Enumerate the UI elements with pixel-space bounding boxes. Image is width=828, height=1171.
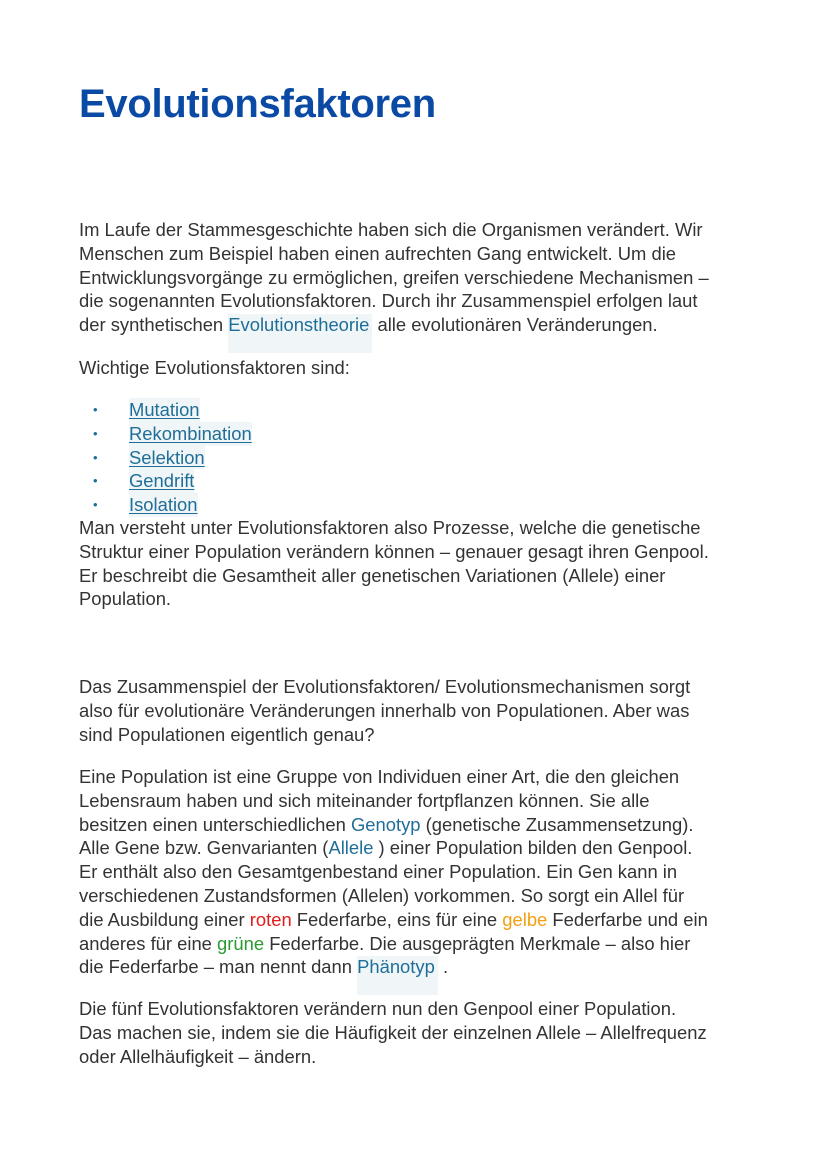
text-line: Man versteht unter Evolutionsfaktoren also Prozesse, welche die genetische [79,517,701,538]
text-segment: Federfarbe, eins für eine [291,908,503,930]
text-line [79,908,759,932]
text-segment: ) einer Population bilden den Genpool. [373,837,693,859]
text-segment: Federfarbe und ein [547,908,708,930]
text-line [79,813,759,837]
text-line: Im Laufe der Stammesgeschichte haben sich die Organismen verändert. Wir [79,219,703,240]
list-item [79,493,252,517]
text-segment: die Ausbildung einer [79,908,250,930]
link-rekombination[interactable]: Rekombination [129,422,252,444]
term-evolutionstheorie: Evolutionstheorie [228,314,372,353]
link-mutation[interactable]: Mutation [129,399,200,420]
text-segment: der synthetischen [79,314,229,336]
text-line: Die fünf Evolutionsfaktoren verändern nun den Genpool einer Population. [79,998,677,1019]
term-genotyp: Genotyp [350,813,421,835]
factor-list [79,398,252,517]
list-item [79,469,252,493]
text-line: verschiedenen Zustandsformen (Allelen) vorkommen. So sorgt ein Allel für [79,884,685,906]
text-segment: (genetische Zusammensetzung). [420,813,694,835]
list-intro: Wichtige Evolutionsfaktoren sind: [79,357,350,378]
text-line [79,932,759,956]
text-line [79,313,759,337]
intro-paragraph [79,218,759,337]
text-segment: Alle Gene bzw. Genvarianten ( [79,837,329,859]
list-item [79,446,252,470]
text-segment: besitzen einen unterschiedlichen [79,813,351,835]
text-line: Er beschreibt die Gesamtheit aller genetischen Variationen (Allele) einer [79,564,666,586]
population-paragraph [79,765,759,979]
text-line: Eine Population ist eine Gruppe von Individuen einer Art, die den gleichen [79,766,680,787]
text-line: Lebensraum haben und sich miteinander fortpflanzen können. Sie alle [79,789,650,811]
list-item [79,422,252,446]
text-segment: die Federfarbe – man nennt dann [79,956,358,978]
text-line: Das Zusammenspiel der Evolutionsfaktoren/ Evolutionsmechanismen sorgt [79,676,691,697]
text-line: Menschen zum Beispiel haben einen aufrechten Gang entwickelt. Um die [79,242,677,264]
bullet-icon: • [93,497,98,513]
bullet-icon: • [93,449,98,465]
text-line: Population. [79,588,172,610]
text-line: Entwicklungsvorgänge zu ermöglichen, greifen verschiedene Mechanismen – [79,266,709,288]
definition-paragraph [79,516,759,611]
interplay-paragraph [79,675,759,746]
text-line: sind Populationen eigentlich genau? [79,723,375,745]
text-line [79,836,759,860]
term-phaenotyp: Phänotyp [357,956,438,995]
text-line: Er enthält also den Gesamtgenbestand einer Population. Ein Gen kann in [79,861,678,883]
text-segment: . [437,956,449,978]
bullet-icon: • [93,473,98,489]
color-word-green: grüne [217,932,265,954]
list-item [79,398,252,422]
text-line: die sogenannten Evolutionsfaktoren. Durch ihr Zusammenspiel erfolgen laut [79,290,698,312]
bullet-icon: • [93,425,98,441]
link-selektion[interactable]: Selektion [129,446,205,468]
color-word-red: roten [249,908,292,930]
text-line: Struktur einer Population verändern können – genauer gesagt ihren Genpool. [79,540,709,562]
link-isolation[interactable]: Isolation [129,494,198,516]
text-segment: anderes für eine [79,932,218,954]
link-gendrift[interactable]: Gendrift [129,470,195,492]
bullet-icon: • [93,402,98,417]
text-segment: Federfarbe. Die ausgeprägten Merkmale – also hier [264,932,691,954]
page-title: Evolutionsfaktoren [79,82,436,126]
term-allele: Allele [328,837,374,859]
genpool-paragraph [79,997,759,1068]
color-word-yellow: gelbe [502,908,548,930]
text-line: Das machen sie, indem sie die Häufigkeit der einzelnen Allele – Allelfrequenz [79,1021,707,1043]
text-line: oder Allelhäufigkeit – ändern. [79,1045,317,1067]
text-segment: alle evolutionären Veränderungen. [372,314,658,336]
text-line: also für evolutionäre Veränderungen innerhalb von Populationen. Aber was [79,699,690,721]
text-line [79,955,759,979]
